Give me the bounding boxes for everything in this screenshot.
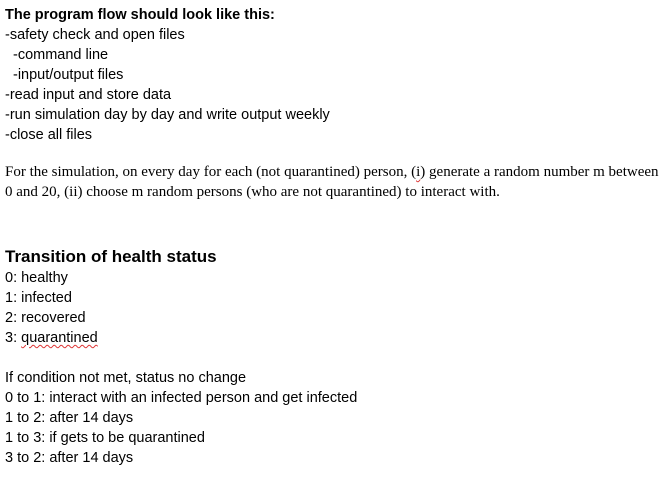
- spellcheck-marked-word: i: [416, 164, 421, 180]
- status-prefix: 3:: [5, 330, 22, 346]
- flow-item: -command line: [13, 47, 109, 63]
- document-body: [5, 5, 665, 468]
- simulation-paragraph: [5, 163, 665, 202]
- program-flow-list: [5, 25, 665, 145]
- flow-item: -read input and store data: [5, 87, 172, 103]
- status-item: [5, 328, 665, 348]
- condition-item: 0 to 1: interact with an infected person and get infected: [5, 390, 358, 406]
- condition-intro: If condition not met, status no change: [5, 370, 247, 386]
- spellcheck-marked-word: quarantined: [21, 330, 98, 346]
- condition-item: 3 to 2: after 14 days: [5, 450, 134, 466]
- health-status-list: [5, 268, 665, 348]
- status-item: 1: infected: [5, 290, 72, 306]
- flow-item: -close all files: [5, 127, 93, 143]
- program-flow-heading: The program flow should look like this:: [5, 7, 275, 23]
- flow-item: -safety check and open files: [5, 27, 185, 43]
- status-item: 0: healthy: [5, 270, 68, 286]
- status-item: 2: recovered: [5, 310, 86, 326]
- condition-item: 1 to 2: after 14 days: [5, 410, 134, 426]
- condition-item: 1 to 3: if gets to be quarantined: [5, 430, 205, 446]
- health-status-heading: Transition of health status: [5, 247, 217, 266]
- simulation-text-end: ) generate a random number m between 0 and 20, (ii) choose m random persons (who are not quarantined) to interact with.: [5, 164, 659, 200]
- flow-item: -input/output files: [13, 67, 124, 83]
- condition-list: [5, 388, 665, 468]
- flow-item: -run simulation day by day and write output weekly: [5, 107, 330, 123]
- simulation-text-start: For the simulation, on every day for each (not quarantined) person, (: [5, 164, 417, 180]
